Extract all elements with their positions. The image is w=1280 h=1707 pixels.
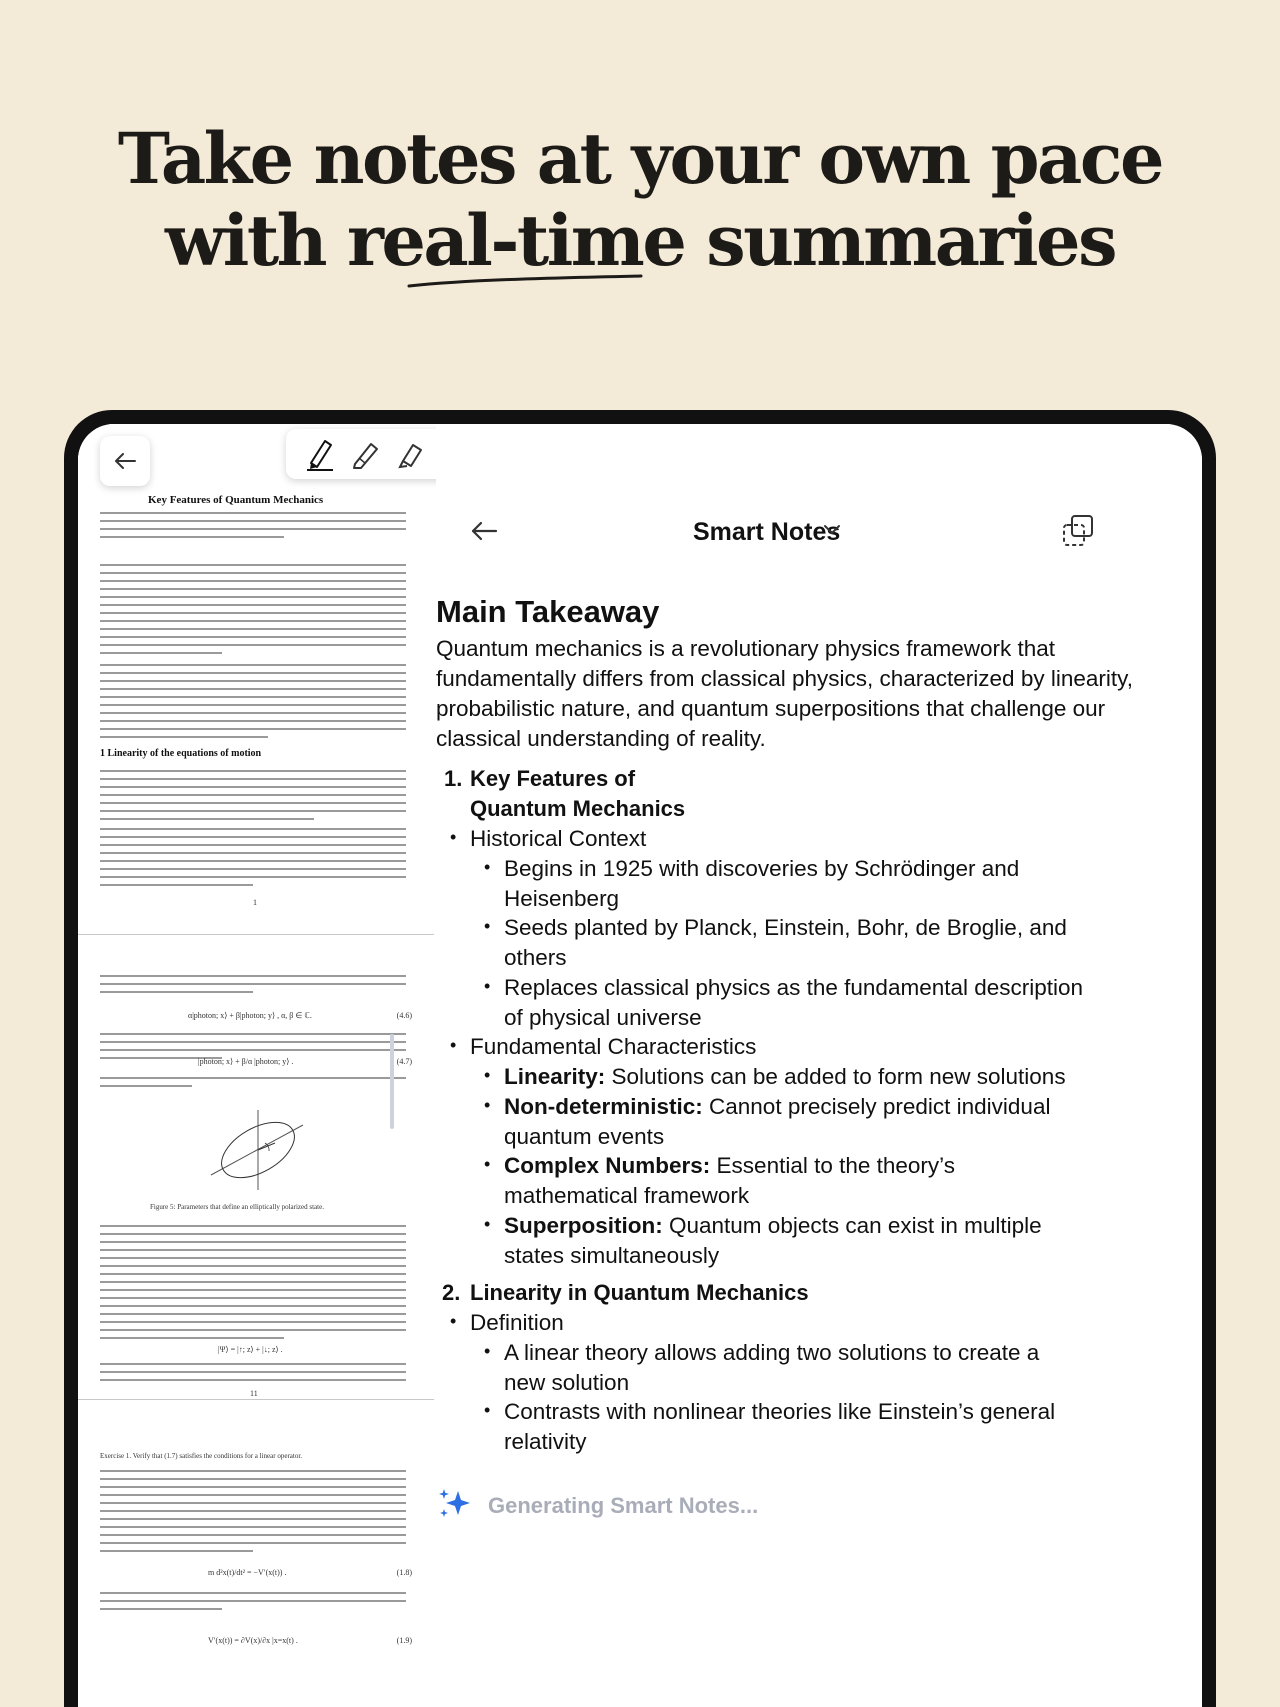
list-item (504, 1062, 1104, 1092)
pen-tool[interactable] (300, 432, 340, 476)
section-title-1 (470, 764, 685, 824)
list-item-text: Begins in 1925 with discoveries by Schrödinger and (504, 856, 1020, 881)
section-title-line: Quantum Mechanics (470, 796, 686, 821)
list-item-text: Solutions can be added to form new solutions (605, 1064, 1066, 1089)
pdf-equation: |photon; x⟩ + β/α |photon; y⟩ . (198, 1057, 294, 1066)
list-item-text: Replaces classical physics as the fundamental description (504, 975, 1084, 1000)
list-item-text: Quantum objects can exist in multiple (662, 1213, 1042, 1238)
list-item-text: quantum events (504, 1124, 665, 1149)
generating-text: Generating Smart Notes... (488, 1493, 759, 1518)
pdf-paragraph (100, 770, 406, 826)
pdf-equation: |Ψ⟩ = |↑; z⟩ + |↓; z⟩ . (218, 1345, 283, 1354)
pdf-paragraph (100, 1470, 406, 1558)
bullet: • (450, 1311, 457, 1331)
list-item-text: mathematical framework (504, 1183, 750, 1208)
notes-back-button[interactable] (470, 520, 498, 546)
pdf-paragraph (100, 1225, 406, 1345)
bullet: • (450, 1035, 457, 1055)
group-label: Definition (470, 1310, 564, 1335)
arrow-left-icon (114, 452, 136, 470)
pdf-paragraph (100, 664, 406, 744)
list-item-text: states simultaneously (504, 1243, 720, 1268)
bullet: • (484, 976, 491, 996)
copy-icon (1060, 514, 1096, 548)
pdf-page-number: 11 (250, 1389, 258, 1398)
group-label: Fundamental Characteristics (470, 1034, 757, 1059)
pdf-equation-number: (1.9) (396, 1636, 412, 1645)
pane-resize-handle[interactable] (390, 1034, 394, 1129)
pdf-page-number: 1 (253, 898, 257, 907)
pdf-section-heading: 1 Linearity of the equations of motion (100, 748, 262, 759)
pdf-page-3 (78, 1400, 434, 1707)
pdf-page-2 (78, 935, 434, 1399)
pdf-equation: m d²x(t)/dt² = −V′(x(t)) . (208, 1568, 287, 1577)
list-item-term: Linearity: (504, 1064, 606, 1089)
pdf-figure-caption: Figure 5: Parameters that define an elliptically polarized state. (150, 1203, 324, 1211)
list-item (504, 1338, 1104, 1398)
pdf-document-pane[interactable] (78, 424, 434, 1707)
pdf-paragraph (100, 1363, 406, 1387)
bullet: • (484, 1214, 491, 1234)
highlighter-icon (395, 439, 425, 469)
generating-status (436, 1487, 1202, 1527)
section-heading-1 (444, 764, 462, 794)
list-item (504, 913, 1104, 973)
list-item-text: relativity (504, 1429, 587, 1454)
pdf-exercise: Exercise 1. Verify that (1.7) satisfies the conditions for a linear operator. (100, 1452, 303, 1460)
main-takeaway-heading: Main Takeaway (436, 594, 660, 629)
bullet: • (484, 1400, 491, 1420)
highlighter-tool[interactable] (390, 432, 430, 476)
headline-line-2: with real-time summaries (165, 199, 1115, 282)
section-heading-2 (442, 1278, 460, 1308)
pdf-paragraph (100, 1592, 406, 1616)
list-item-text: Contrasts with nonlinear theories like Einstein’s general (504, 1399, 1056, 1424)
list-item (504, 1092, 1104, 1152)
pdf-paragraph (100, 975, 406, 999)
bullet: • (484, 1154, 491, 1174)
bullet: • (484, 1065, 491, 1085)
pdf-equation: α|photon; x⟩ + β|photon; y⟩ , α, β ∈ ℂ. (188, 1011, 312, 1020)
section-number: 2. (442, 1280, 461, 1305)
list-item-text: new solution (504, 1370, 630, 1395)
document-back-button[interactable] (100, 436, 150, 486)
tablet-screen (78, 424, 1202, 1707)
list-item-text: Heisenberg (504, 886, 620, 911)
list-item (504, 854, 1104, 914)
bullet: • (484, 916, 491, 936)
group-label: Historical Context (470, 826, 647, 851)
pdf-equation-number: (4.6) (396, 1011, 412, 1020)
section-number: 1. (444, 766, 463, 791)
list-item-text: Seeds planted by Planck, Einstein, Bohr, de Broglie, and (504, 915, 1067, 940)
smart-notes-title[interactable]: Smart Notes (693, 518, 841, 546)
pen-icon (305, 437, 335, 471)
pdf-equation-number: (4.7) (396, 1057, 412, 1066)
list-item (504, 1211, 1104, 1271)
arrow-left-icon (470, 520, 498, 542)
smart-notes-header (436, 514, 1202, 554)
list-item-text: others (504, 945, 567, 970)
pdf-page-1 (78, 424, 434, 934)
bullet: • (484, 1095, 491, 1115)
section-title-2: Linearity in Quantum Mechanics (470, 1280, 809, 1305)
list-item (504, 973, 1104, 1033)
pdf-page-heading: Key Features of Quantum Mechanics (148, 494, 324, 506)
list-item-text: Cannot precisely predict individual (702, 1094, 1051, 1119)
chevron-down-icon (822, 523, 842, 537)
list-item-term: Complex Numbers: (504, 1153, 711, 1178)
list-item (504, 1397, 1104, 1457)
bullet: • (484, 1341, 491, 1361)
pdf-paragraph (100, 828, 406, 892)
smart-notes-pane (436, 424, 1202, 1707)
pdf-paragraph (100, 564, 406, 660)
pdf-paragraph (100, 1077, 406, 1093)
list-item (504, 1151, 1104, 1211)
sparkles-icon (436, 1487, 472, 1521)
pdf-paragraph (100, 512, 406, 544)
headline (0, 118, 1280, 282)
main-takeaway-text: Quantum mechanics is a revolutionary physics framework that fundamentally differs from classical physics, characterized by linearity, probabilistic nature, and quantum superpositions that challenge our classical understanding of reality. (436, 636, 1133, 751)
notes-dropdown-toggle[interactable] (822, 522, 842, 541)
list-item-text: Essential to the theory’s (710, 1153, 956, 1178)
list-item-term: Superposition: (504, 1213, 663, 1238)
headline-underline (405, 272, 645, 292)
headline-line-1: Take notes at your own pace (117, 117, 1163, 200)
pdf-equation-number: (1.8) (396, 1568, 412, 1577)
list-item-text: of physical universe (504, 1005, 702, 1030)
pencil-icon (350, 439, 380, 469)
list-item-text: A linear theory allows adding two solutions to create a (504, 1340, 1040, 1365)
pencil-tool[interactable] (345, 432, 385, 476)
bullet: • (484, 857, 491, 877)
list-item-term: Non-deterministic: (504, 1094, 703, 1119)
copy-notes-button[interactable] (1060, 514, 1096, 552)
bullet: • (450, 827, 457, 847)
ellipse-figure (203, 1105, 313, 1195)
section-title-line: Key Features of (470, 766, 636, 791)
pdf-equation: V′(x(t)) = ∂V(x)/∂x |x=x(t) . (208, 1636, 298, 1645)
